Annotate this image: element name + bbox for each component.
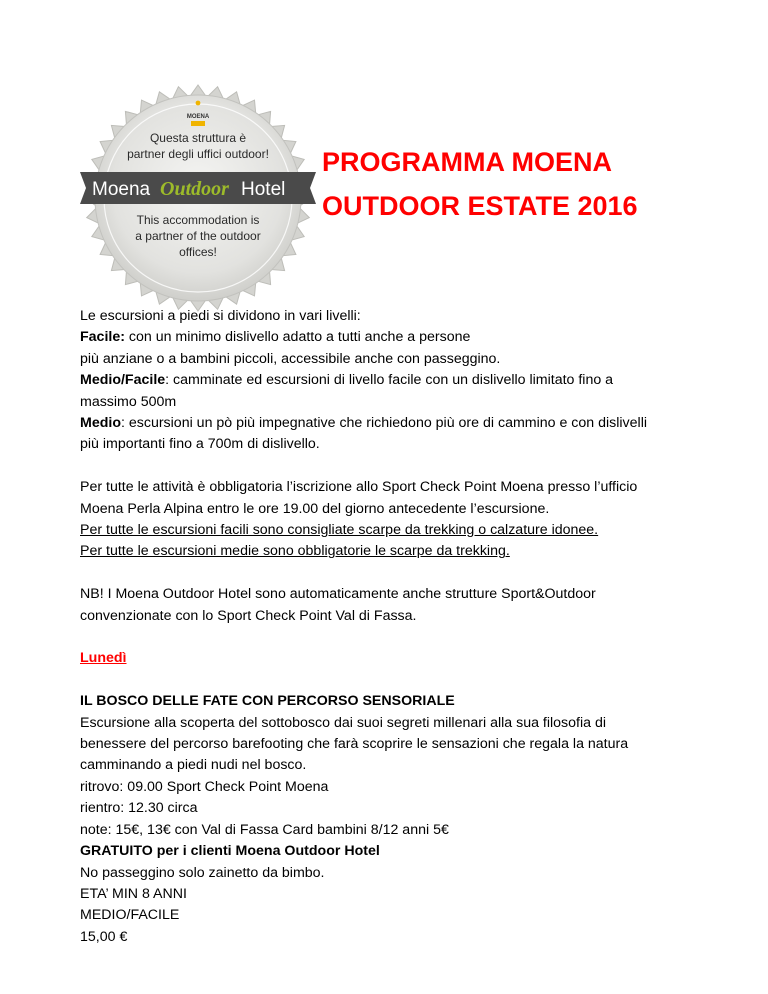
svg-text:a partner of the outdoor: a partner of the outdoor <box>135 229 261 243</box>
level-facile-label: Facile: <box>80 329 125 346</box>
excursion-desc-2: benessere del percorso barefooting che farà scoprire le sensazioni che regala la natura <box>80 736 629 753</box>
level-medio-text: : escursioni un pò più impegnative che richiedono più ore di cammino e con dislivelli <box>120 415 647 432</box>
svg-text:Questa struttura è: Questa struttura è <box>149 131 247 145</box>
page-title <box>322 140 742 228</box>
level-medio-facile-text: : camminate ed escursioni di livello facile con un dislivello limitato fino a <box>165 372 614 389</box>
excursion-livello: MEDIO/FACILE <box>80 907 180 924</box>
title-line-2: OUTDOOR ESTATE 2016 <box>322 191 638 221</box>
rules-line-4: Per tutte le escursioni medie sono obbligatorie le scarpe da trekking. <box>80 543 510 560</box>
level-medio-facile-text-2: massimo 500m <box>80 393 177 410</box>
svg-text:This accommodation is: This accommodation is <box>136 213 260 227</box>
level-medio-text-2: più importanti fino a 700m di dislivello. <box>80 436 320 453</box>
excursion-eta: ETA’ MIN 8 ANNI <box>80 885 187 902</box>
excursion-note: note: 15€, 13€ con Val di Fassa Card bambini 8/12 anni 5€ <box>80 821 449 838</box>
excursion-prezzo: 15,00 € <box>80 928 128 945</box>
levels-intro: Le escursioni a piedi si dividono in vari livelli: <box>80 308 361 324</box>
svg-text:partner degli uffici outdoor!: partner degli uffici outdoor! <box>127 147 269 161</box>
moena-outdoor-hotel-badge <box>78 78 318 318</box>
excursion-desc-1: Escursione alla scoperta del sottobosco dai suoi segreti millenari alla sua filosofia di <box>80 714 607 731</box>
svg-text:Moena: Moena <box>92 179 151 200</box>
nb-line-1: NB! I Moena Outdoor Hotel sono automaticamente anche strutture Sport&Outdoor <box>80 586 596 603</box>
excursion-passeggino: No passeggino solo zainetto da bimbo. <box>80 864 325 881</box>
badge-seal-icon <box>78 78 318 318</box>
svg-text:MOENA: MOENA <box>186 114 210 120</box>
rules-line-1: Per tutte le attività è obbligatoria l’iscrizione allo Sport Check Point Moena presso l’ufficio <box>80 479 638 496</box>
level-medio-facile <box>80 370 700 391</box>
title-line-1: PROGRAMMA MOENA <box>322 147 612 177</box>
rules-line-2: Moena Perla Alpina entro le ore 19.00 del giorno antecedente l’escursione. <box>80 500 550 517</box>
rules-line-3: Per tutte le escursioni facili sono consigliate scarpe da trekking o calzature idonee. <box>80 522 599 539</box>
level-medio <box>80 413 700 434</box>
level-medio-label: Medio <box>80 415 121 432</box>
level-medio-facile-label: Medio/Facile <box>80 372 166 389</box>
svg-text:offices!: offices! <box>179 245 217 259</box>
excursion-desc-3: camminando a piedi nudi nel bosco. <box>80 757 307 774</box>
level-facile-text: con un minimo dislivello adatto a tutti anche a persone <box>124 329 471 346</box>
svg-text:Hotel: Hotel <box>241 179 286 200</box>
document-body <box>80 306 700 948</box>
excursion-ritrovo: ritrovo: 09.00 Sport Check Point Moena <box>80 778 329 795</box>
excursion-gratuito <box>80 841 700 862</box>
day-heading: Lunedì <box>80 650 127 667</box>
excursion-title <box>80 691 700 712</box>
svg-text:Outdoor: Outdoor <box>160 178 229 200</box>
nb-line-2: convenzionate con lo Sport Check Point Val di Fassa. <box>80 607 417 624</box>
excursion-rientro: rientro: 12.30 circa <box>80 800 198 817</box>
level-facile <box>80 327 700 348</box>
level-facile-text-2: più anziane o a bambini piccoli, accessibile anche con passeggino. <box>80 350 501 367</box>
excursion-title-text: IL BOSCO DELLE FATE CON PERCORSO SENSORIALE <box>80 693 455 710</box>
excursion-gratuito-text: GRATUITO per i clienti Moena Outdoor Hotel <box>80 843 380 860</box>
